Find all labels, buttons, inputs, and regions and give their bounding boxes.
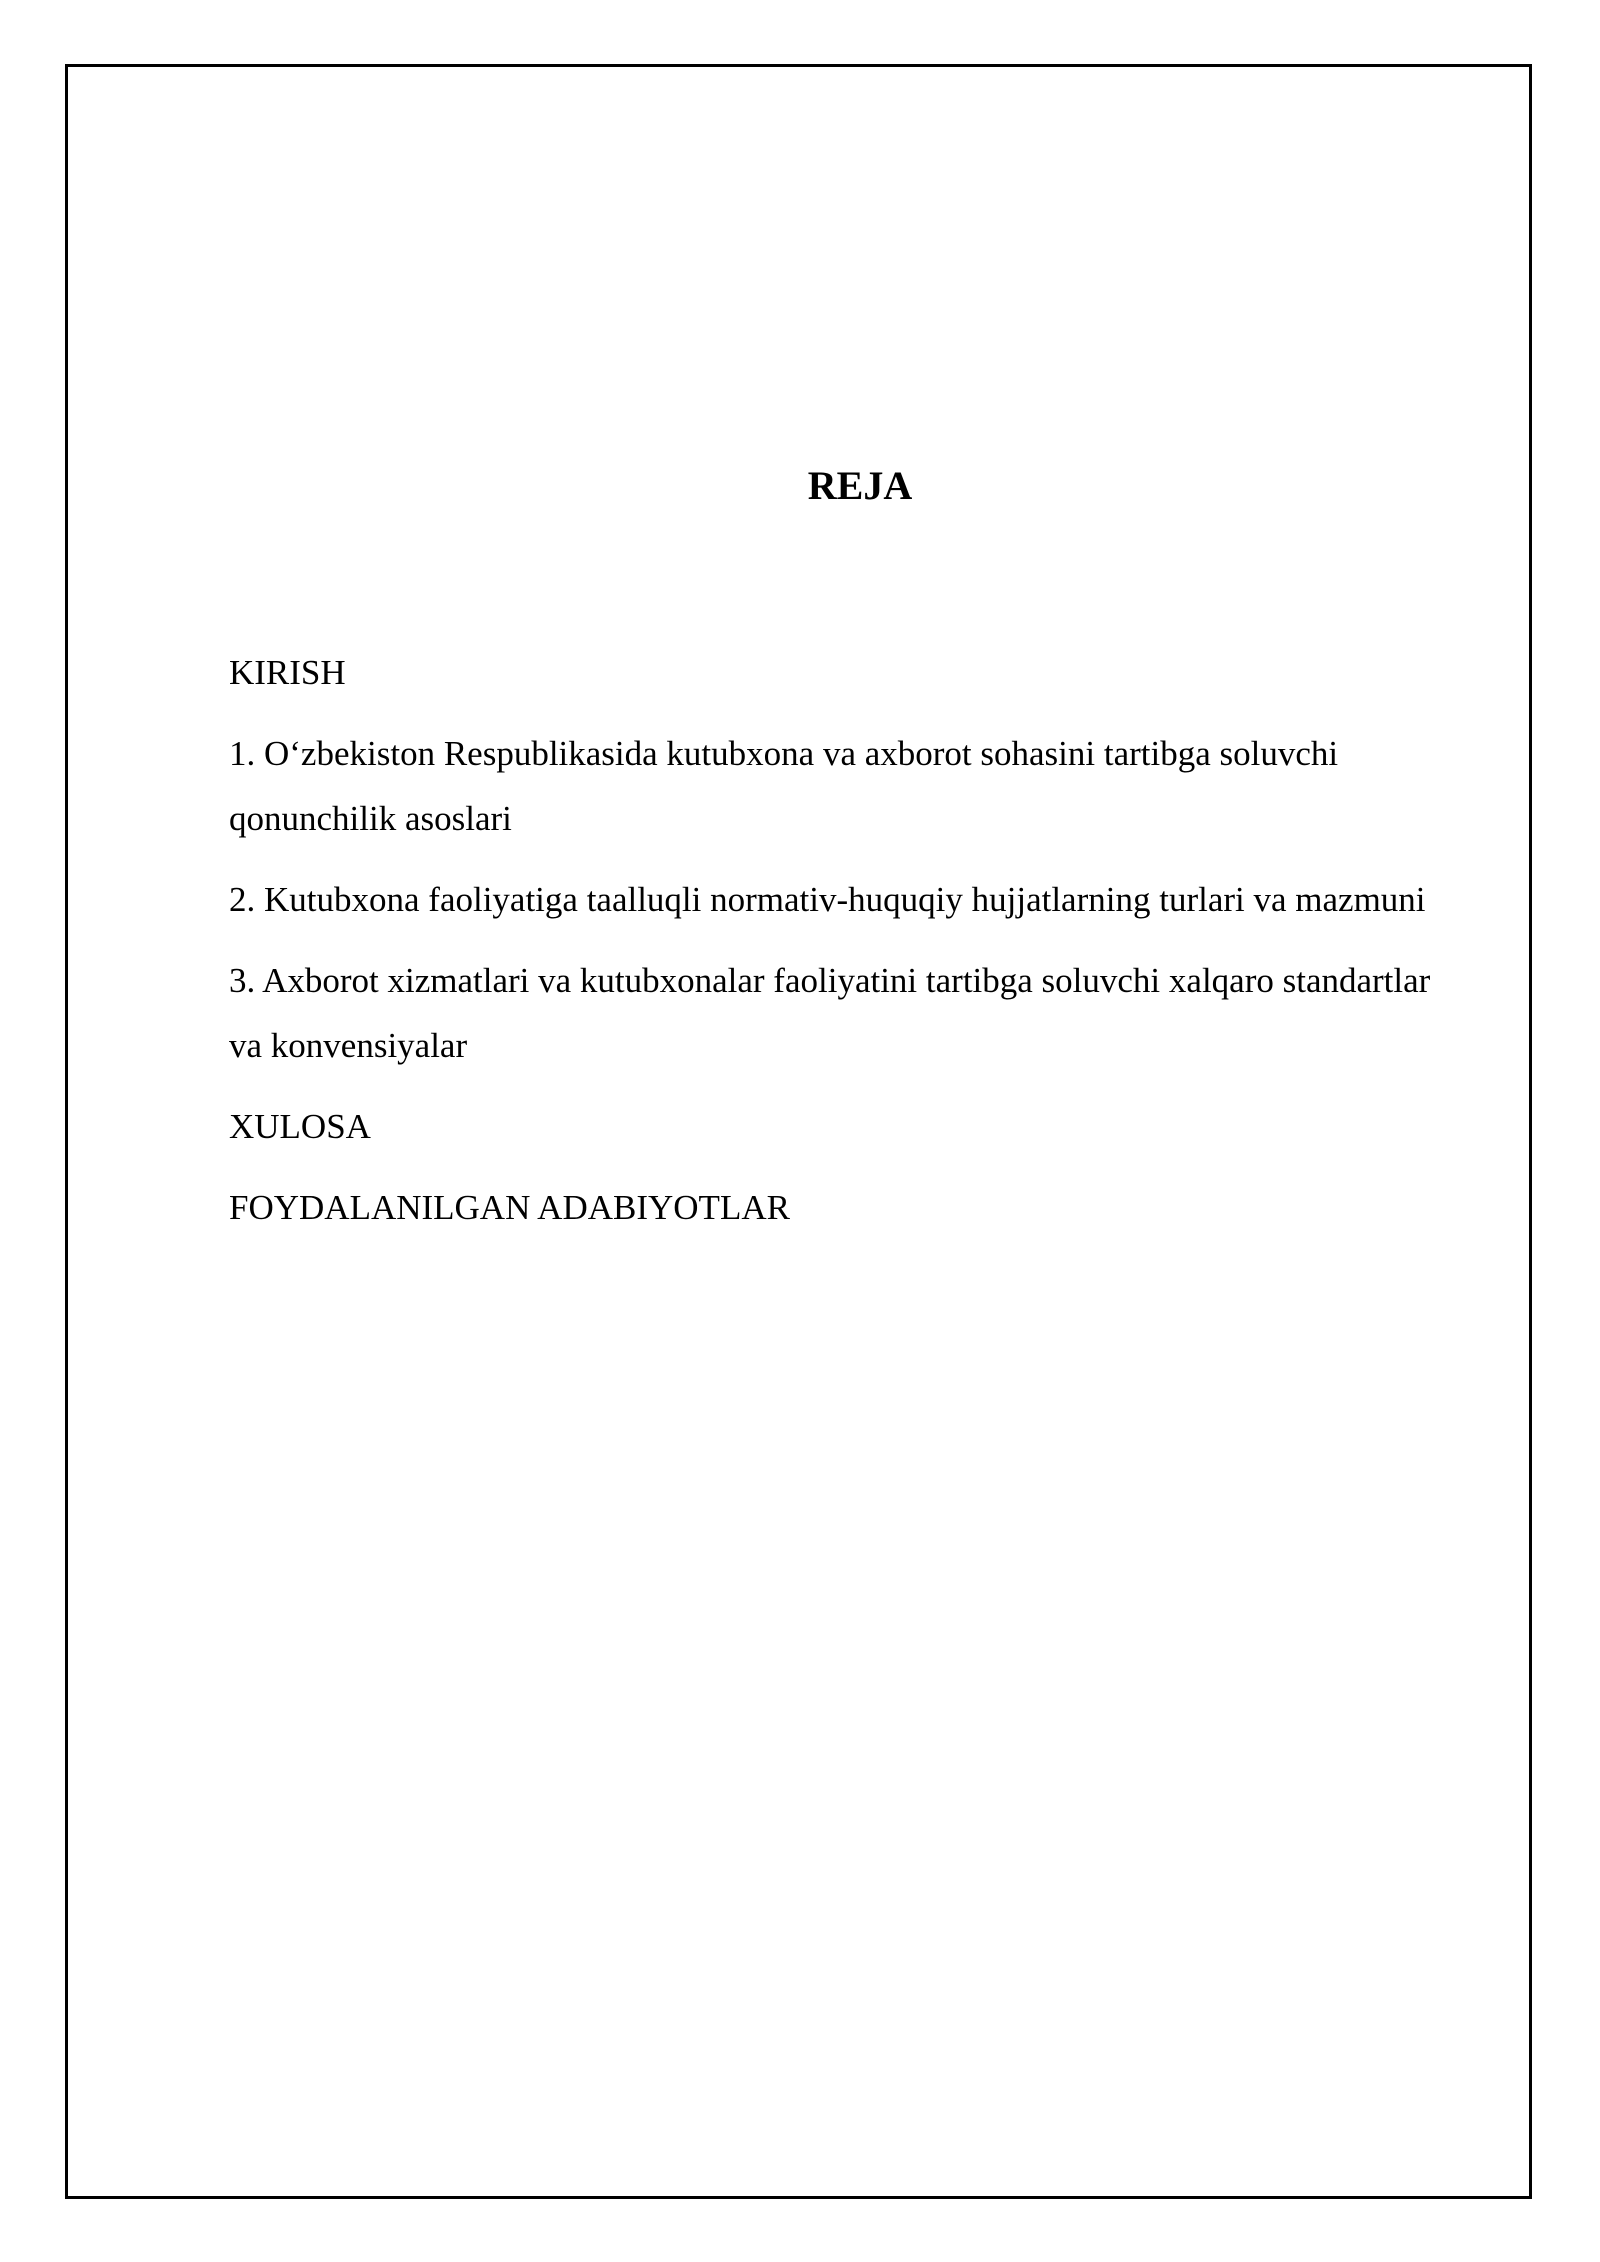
plan-list xyxy=(229,640,1469,1256)
document-title: REJA xyxy=(807,463,913,508)
plan-item-2: 2. Kutubxona faoliyatiga taalluqli normativ-huquqiy hujjatlarning turlari va mazmuni xyxy=(229,880,1426,919)
plan-item-references: FOYDALANILGAN ADABIYOTLAR xyxy=(229,1188,790,1227)
plan-item-conclusion: XULOSA xyxy=(229,1107,371,1146)
plan-item-introduction: KIRISH xyxy=(229,653,346,692)
plan-item-3: 3. Axborot xizmatlari va kutubxonalar faoliyatini tartibga soluvchi xalqaro standartlar va konvensiyalar xyxy=(229,961,1431,1065)
plan-item-1: 1. O‘zbekiston Respublikasida kutubxona va axborot sohasini tartibga soluvchi qonunchilik asoslari xyxy=(229,734,1339,838)
